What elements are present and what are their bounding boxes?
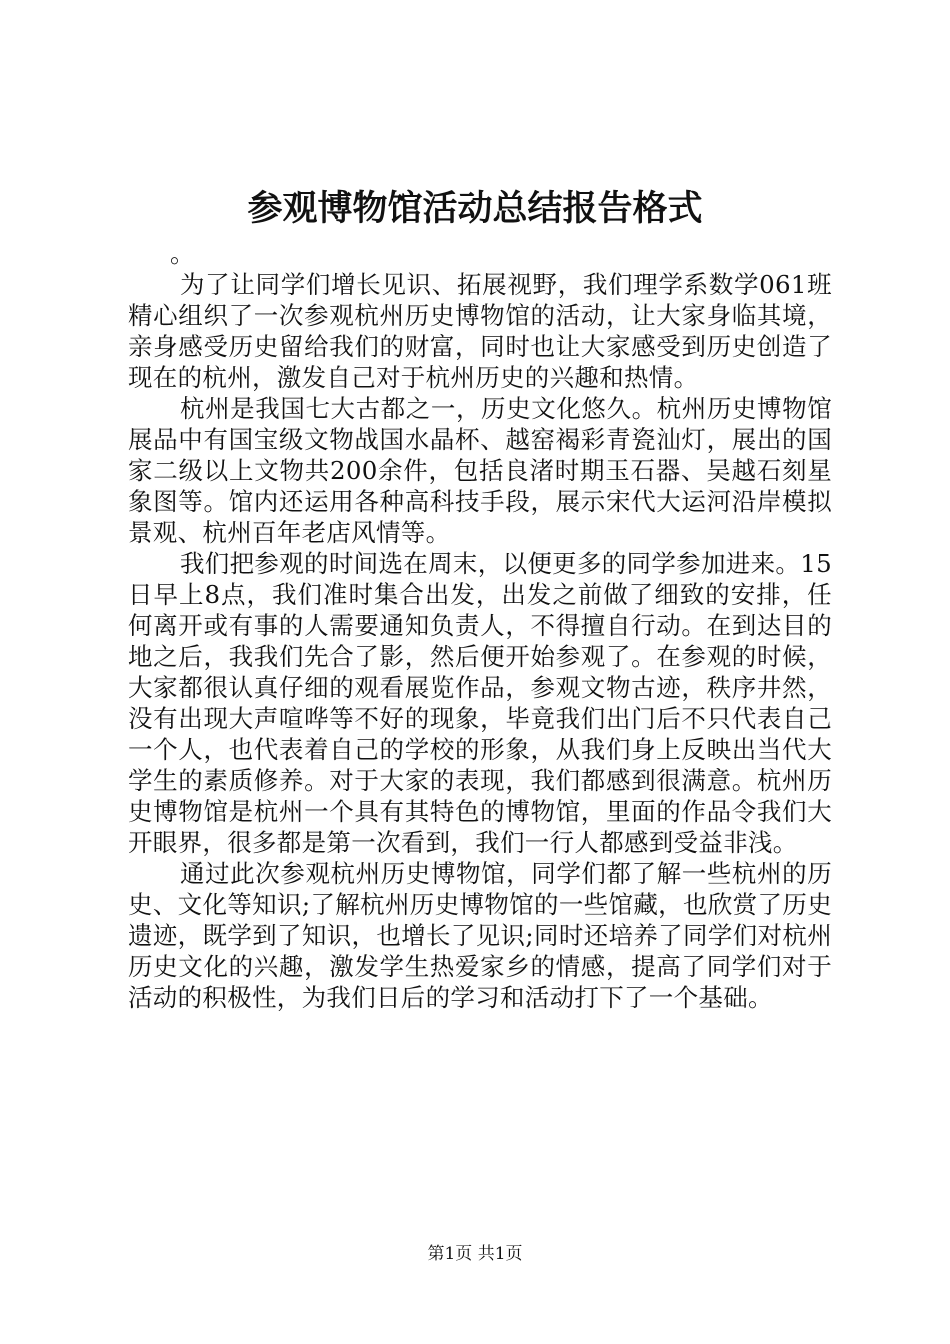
paragraph-2: 杭州是我国七大古都之一，历史文化悠久。杭州历史博物馆展品中有国宝级文物战国水晶杯、越窑褐彩青瓷汕灯，展出的国家二级以上文物共200余件，包括良渚时期玉石器、吴越石刻星象图等。馆内还运用各种高科技手段，展示宋代大运河沿岸模拟景观、杭州百年老店风情等。 (128, 394, 832, 547)
paragraph-4: 通过此次参观杭州历史博物馆，同学们都了解一些杭州的历史、文化等知识;了解杭州历史博物馆的一些馆藏，也欣赏了历史遗迹，既学到了知识，也增长了见识;同时还培养了同学们对杭州历史文化的兴趣，激发学生热爱家乡的情感，提高了同学们对于活动的积极性，为我们日后的学习和活动打下了一个基础。 (128, 859, 832, 1012)
page-footer: 第1页 共1页 (427, 1244, 523, 1264)
lead-punctuation: 。 (170, 239, 195, 268)
document-title: 参观博物馆活动总结报告格式 (247, 188, 703, 229)
paragraph-3: 我们把参观的时间选在周末，以便更多的同学参加进来。15日早上8点，我们准时集合出发，出发之前做了细致的安排，任何离开或有事的人需要通知负责人，不得擅自行动。在到达目的地之后，我我们先合了影，然后便开始参观了。在参观的时候，大家都很认真仔细的观看展览作品，参观文物古迹，秩序井然，没有出现大声喧哗等不好的现象，毕竟我们出门后不只代表自己一个人，也代表着自己的学校的形象，从我们身上反映出当代大学生的素质修养。对于大家的表现，我们都感到很满意。杭州历史博物馆是杭州一个具有其特色的博物馆，里面的作品令我们大开眼界，很多都是第一次看到，我们一行人都感到受益非浅。 (128, 549, 832, 857)
document-body (128, 238, 832, 1013)
paragraph-1: 为了让同学们增长见识、拓展视野，我们理学系数学061班精心组织了一次参观杭州历史博物馆的活动，让大家身临其境，亲身感受历史留给我们的财富，同时也让大家感受到历史创造了现在的杭州，激发自己对于杭州历史的兴趣和热情。 (128, 270, 832, 392)
